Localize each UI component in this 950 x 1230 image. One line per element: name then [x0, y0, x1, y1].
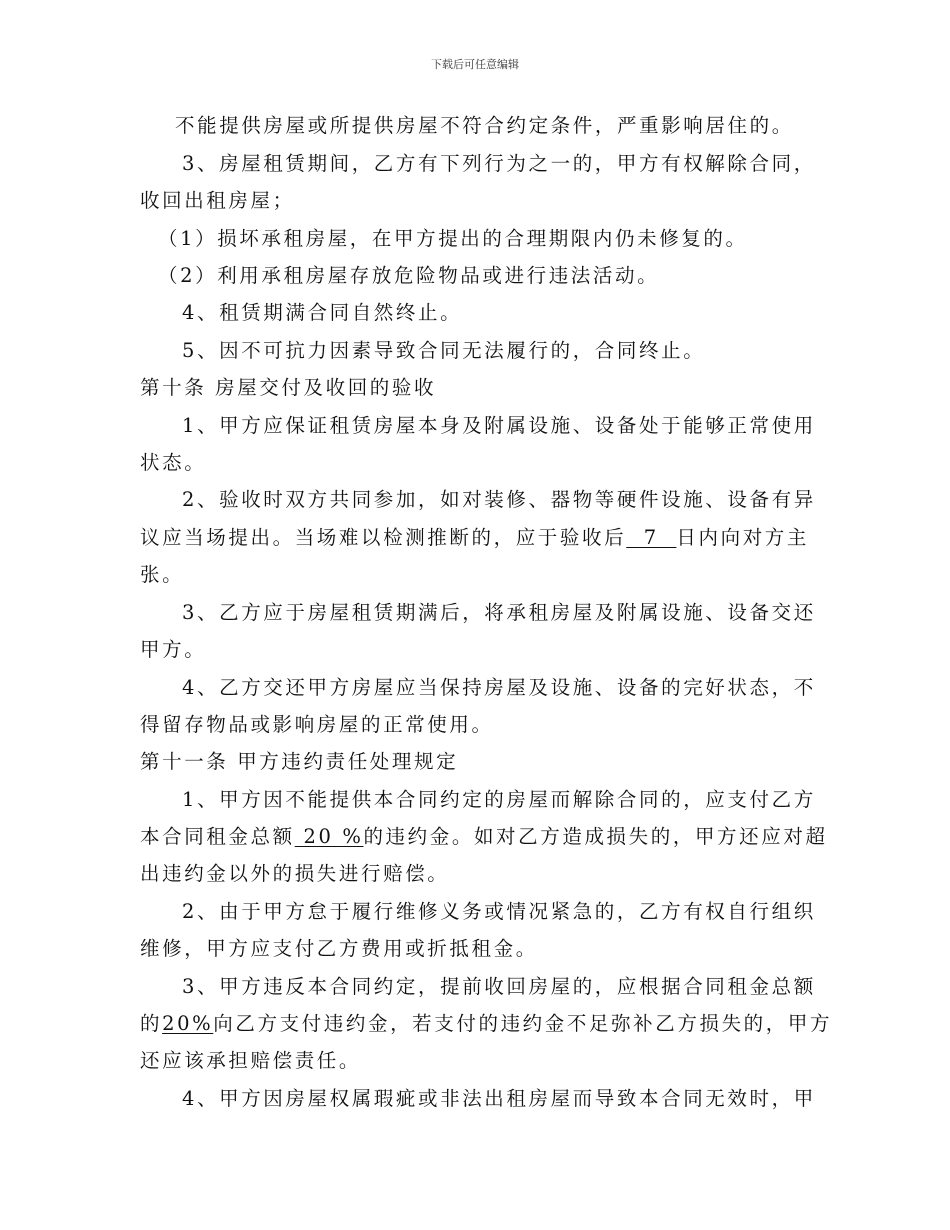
text-line: 张。	[140, 563, 185, 586]
text-line: 3、房屋租赁期间，乙方有下列行为之一的，甲方有权解除合同，	[182, 152, 816, 175]
text-line: 的20%向乙方支付违约金，若支付的违约金不足弥补乙方损失的，甲方	[140, 1012, 833, 1035]
text-line: 3、乙方应于房屋租赁期满后，将承租房屋及附属设施、设备交还	[182, 601, 816, 624]
text-line: 1、甲方因不能提供本合同约定的房屋而解除合同的，应支付乙方	[182, 788, 816, 811]
text-line: 1、甲方应保证租赁房屋本身及附属设施、设备处于能够正常使用	[182, 414, 816, 437]
text-line: 还应该承担赔偿责任。	[140, 1049, 362, 1072]
text-line: 2、验收时双方共同参加，如对装修、器物等硬件设施、设备有异	[182, 488, 816, 511]
text-line: 不能提供房屋或所提供房屋不符合约定条件，严重影响居住的。	[175, 114, 794, 137]
penalty-rate-blank: 20 %	[294, 825, 364, 848]
text-line: 2、由于甲方怠于履行维修义务或情况紧急的，乙方有权自行组织	[182, 900, 816, 923]
text-line: 得留存物品或影响房屋的正常使用。	[140, 713, 494, 736]
section-heading: 第十条 房屋交付及收回的验收	[140, 376, 437, 399]
page-header: 下载后可任意编辑	[431, 58, 519, 71]
text-line: 5、因不可抗力因素导致合同无法履行的，合同终止。	[182, 339, 706, 362]
text-line: 甲方。	[140, 638, 207, 661]
text-line: 4、租赁期满合同自然终止。	[182, 301, 463, 324]
text-line: 收回出租房屋；	[140, 189, 295, 212]
penalty-rate-blank: 20%	[162, 1012, 214, 1035]
text-line: 议应当场提出。当场难以检测推断的，应于验收后 7 日内向对方主	[140, 526, 810, 549]
section-heading: 第十一条 甲方违约责任处理规定	[140, 750, 459, 773]
days-blank: 7	[626, 526, 677, 549]
text-line: 出违约金以外的损失进行赔偿。	[140, 862, 450, 885]
text-line: 本合同租金总额 20 %的违约金。如对乙方造成损失的，甲方还应对超	[140, 825, 828, 848]
text-line: （2）利用承租房屋存放危险物品或进行违法活动。	[158, 264, 660, 287]
text-line: （1）损坏承租房屋，在甲方提出的合理期限内仍未修复的。	[158, 227, 748, 250]
text-line: 4、甲方因房屋权属瑕疵或非法出租房屋而导致本合同无效时，甲	[182, 1087, 816, 1110]
text-line: 状态。	[140, 451, 207, 474]
text-line: 4、乙方交还甲方房屋应当保持房屋及设施、设备的完好状态，不	[182, 676, 816, 699]
text-line: 维修，甲方应支付乙方费用或折抵租金。	[140, 937, 538, 960]
text-line: 3、甲方违反本合同约定，提前收回房屋的，应根据合同租金总额	[182, 975, 816, 998]
